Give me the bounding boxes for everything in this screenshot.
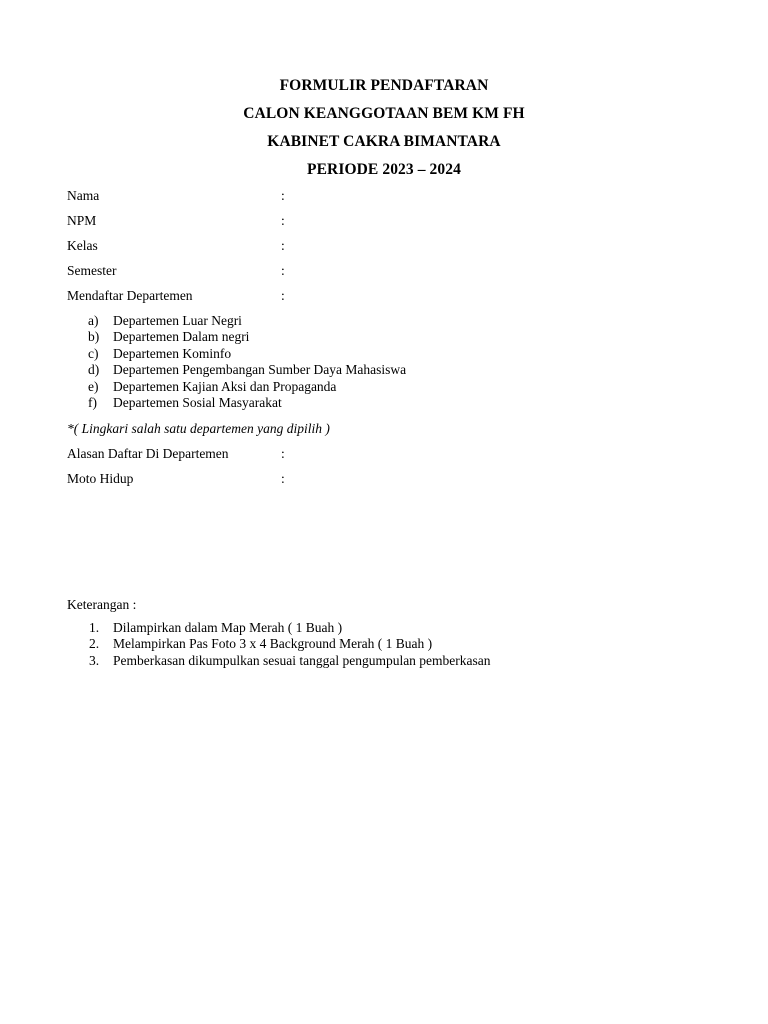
keterangan-heading: Keterangan : — [67, 597, 137, 612]
list-marker: f) — [88, 394, 97, 410]
motivation-fields — [67, 445, 707, 495]
field-nama — [67, 187, 707, 212]
field-colon: : — [281, 213, 285, 228]
list-marker: 3. — [89, 652, 100, 668]
selection-note: *( Lingkari salah satu departemen yang dipilih ) — [67, 421, 330, 436]
department-item — [67, 395, 707, 411]
form-title — [0, 76, 768, 188]
title-line: KABINET CAKRA BIMANTARA — [267, 133, 501, 150]
list-item-text: Melampirkan Pas Foto 3 x 4 Background Merah ( 1 Buah ) — [113, 636, 433, 652]
list-item — [67, 636, 727, 652]
department-item — [67, 346, 707, 362]
field-mendaftar-departemen — [67, 287, 707, 312]
field-semester — [67, 262, 707, 287]
keterangan-list — [67, 620, 727, 669]
department-item — [67, 379, 707, 395]
list-marker: c) — [88, 345, 99, 361]
department-item — [67, 329, 707, 345]
title-line: CALON KEANGGOTAAN BEM KM FH — [243, 105, 525, 122]
field-colon: : — [281, 263, 285, 278]
field-alasan — [67, 445, 707, 470]
field-label: Alasan Daftar Di Departemen — [67, 446, 229, 461]
department-name: Departemen Kominfo — [113, 345, 232, 361]
list-item — [67, 620, 727, 636]
department-name: Departemen Kajian Aksi dan Propaganda — [113, 378, 337, 394]
title-line: PERIODE 2023 – 2024 — [307, 161, 461, 178]
field-colon: : — [281, 238, 285, 253]
list-marker: b) — [88, 329, 100, 345]
field-label: Kelas — [67, 238, 98, 253]
field-colon: : — [281, 471, 285, 486]
list-marker: d) — [88, 362, 100, 378]
department-item — [67, 362, 707, 378]
list-item — [67, 653, 727, 669]
field-label: Mendaftar Departemen — [67, 288, 193, 303]
list-marker: e) — [88, 378, 99, 394]
list-item-text: Pemberkasan dikumpulkan sesuai tanggal pengumpulan pemberkasan — [113, 652, 491, 668]
field-label: Moto Hidup — [67, 471, 134, 486]
list-marker: 2. — [89, 636, 100, 652]
field-label: NPM — [67, 213, 97, 228]
field-colon: : — [281, 288, 285, 303]
list-item-text: Dilampirkan dalam Map Merah ( 1 Buah ) — [113, 620, 343, 635]
field-colon: : — [281, 188, 285, 203]
field-label: Semester — [67, 263, 117, 278]
field-npm — [67, 212, 707, 237]
title-line: FORMULIR PENDAFTARAN — [279, 77, 489, 94]
department-name: Departemen Dalam negri — [113, 329, 250, 345]
department-item — [67, 313, 707, 329]
identity-fields — [67, 187, 707, 312]
list-marker: a) — [88, 313, 99, 328]
field-colon: : — [281, 446, 285, 461]
department-name: Departemen Pengembangan Sumber Daya Mahasiswa — [113, 362, 407, 378]
department-name: Departemen Sosial Masyarakat — [113, 394, 282, 410]
field-moto-hidup — [67, 470, 707, 495]
list-marker: 1. — [89, 620, 100, 635]
department-name: Departemen Luar Negri — [113, 313, 242, 328]
field-label: Nama — [67, 188, 100, 203]
department-list — [67, 313, 707, 411]
field-kelas — [67, 237, 707, 262]
